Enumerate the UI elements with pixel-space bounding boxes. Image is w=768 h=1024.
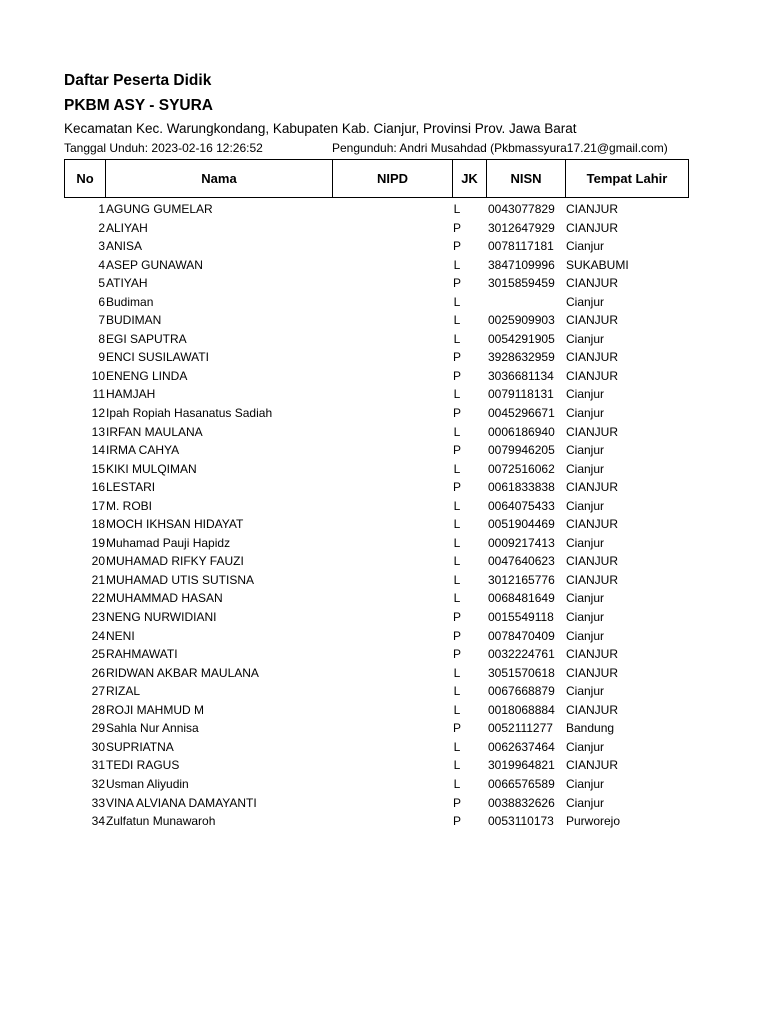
cell-tempat-lahir: Cianjur (566, 406, 605, 421)
cell-jk: L (453, 739, 461, 754)
cell-nama: MUHAMAD UTIS SUTISNA (106, 572, 255, 587)
cell-jk: L (453, 684, 461, 699)
table-row (64, 701, 704, 720)
table-row (64, 497, 704, 516)
cell-jk: L (453, 535, 461, 550)
cell-no: 25 (91, 647, 105, 662)
cell-nisn: 0079946205 (488, 443, 555, 458)
cell-tempat-lahir: Cianjur (566, 795, 605, 810)
cell-nama: SUPRIATNA (106, 739, 174, 754)
table-row (64, 367, 704, 386)
table-row (64, 330, 704, 349)
cell-nama: IRFAN MAULANA (106, 424, 203, 439)
cell-tempat-lahir: Purworejo (566, 814, 621, 829)
cell-no: 33 (91, 795, 105, 810)
cell-jk: P (452, 276, 461, 291)
cell-tempat-lahir: Cianjur (566, 739, 605, 754)
cell-no: 5 (98, 276, 105, 291)
cell-nama: Ipah Ropiah Hasanatus Sadiah (106, 406, 273, 421)
cell-no: 15 (91, 461, 105, 476)
col-header-nipd: NIPD (333, 160, 453, 198)
table-row (64, 274, 704, 293)
cell-tempat-lahir: Cianjur (566, 610, 605, 625)
cell-jk: P (452, 721, 461, 736)
table-row (64, 794, 704, 813)
cell-nama: KIKI MULQIMAN (106, 461, 197, 476)
table-row (64, 460, 704, 479)
cell-jk: P (452, 350, 461, 365)
cell-jk: L (453, 313, 461, 328)
table-row (64, 812, 704, 831)
cell-nisn: 0066576589 (488, 776, 555, 791)
cell-nama: RIZAL (106, 684, 141, 699)
cell-nisn: 3051570618 (488, 665, 555, 680)
cell-jk: P (452, 610, 461, 625)
cell-nisn: 0047640623 (488, 554, 555, 569)
cell-nama: RAHMAWATI (106, 647, 178, 662)
cell-jk: L (453, 202, 461, 216)
table-row (64, 608, 704, 627)
cell-jk: L (453, 591, 461, 606)
cell-tempat-lahir: SUKABUMI (566, 257, 629, 272)
table-row (64, 738, 704, 757)
cell-nisn: 3015859459 (488, 276, 555, 291)
table-row (64, 552, 704, 571)
cell-tempat-lahir: CIANJUR (566, 665, 619, 680)
table-header (64, 159, 689, 198)
table-row (64, 682, 704, 701)
cell-no: 30 (91, 739, 105, 754)
cell-tempat-lahir: Cianjur (566, 294, 605, 309)
cell-tempat-lahir: Cianjur (566, 776, 605, 791)
table-row (64, 423, 704, 442)
cell-nama: AGUNG GUMELAR (106, 202, 213, 216)
cell-tempat-lahir: CIANJUR (566, 424, 619, 439)
cell-jk: P (452, 239, 461, 254)
download-date: Tanggal Unduh: 2023-02-16 12:26:52 (64, 141, 263, 155)
table-row (64, 719, 704, 738)
cell-tempat-lahir: CIANJUR (566, 276, 619, 291)
cell-nama: RIDWAN AKBAR MAULANA (106, 665, 259, 680)
cell-nisn: 0032224761 (488, 647, 555, 662)
cell-nisn: 0078470409 (488, 628, 555, 643)
cell-nama: Usman Aliyudin (106, 776, 189, 791)
table-row (64, 664, 704, 683)
cell-nisn: 0079118131 (488, 387, 554, 402)
cell-jk: P (452, 220, 461, 235)
cell-tempat-lahir: Cianjur (566, 443, 605, 458)
cell-jk: L (453, 257, 461, 272)
cell-no: 6 (98, 294, 105, 309)
cell-nisn: 0061833838 (488, 480, 555, 495)
table-row (64, 404, 704, 423)
cell-jk: P (452, 795, 461, 810)
cell-no: 34 (91, 814, 105, 829)
cell-nisn: 3928632959 (488, 350, 555, 365)
cell-jk: L (453, 517, 461, 532)
col-header-jk: JK (453, 160, 487, 198)
cell-nama: HAMJAH (106, 387, 156, 402)
table-row (64, 589, 704, 608)
cell-nisn: 0072516062 (488, 461, 555, 476)
cell-no: 21 (91, 572, 105, 587)
cell-nama: ATIYAH (106, 276, 148, 291)
cell-nisn: 0053110173 (488, 814, 554, 829)
cell-tempat-lahir: Cianjur (566, 461, 605, 476)
cell-nama: MUHAMMAD HASAN (106, 591, 223, 606)
cell-no: 7 (98, 313, 105, 328)
cell-nama: ALIYAH (106, 220, 148, 235)
cell-nama: M. ROBI (106, 498, 153, 513)
cell-nama: ENCI SUSILAWATI (106, 350, 209, 365)
cell-no: 8 (98, 331, 105, 346)
cell-nisn: 0054291905 (488, 331, 555, 346)
table-row (64, 219, 704, 238)
cell-tempat-lahir: CIANJUR (566, 758, 619, 773)
cell-jk: L (453, 665, 461, 680)
cell-no: 16 (91, 480, 105, 495)
table-row (64, 293, 704, 312)
table-row (64, 627, 704, 646)
cell-jk: L (453, 331, 461, 346)
cell-no: 9 (98, 350, 105, 365)
cell-nisn: 0006186940 (488, 424, 555, 439)
cell-nisn: 0038832626 (488, 795, 555, 810)
col-header-nama: Nama (106, 160, 333, 198)
cell-nama: MOCH IKHSAN HIDAYAT (106, 517, 244, 532)
cell-nama: ROJI MAHMUD M (106, 702, 204, 717)
cell-nisn: 0015549118 (488, 610, 554, 625)
cell-no: 32 (91, 776, 105, 791)
cell-jk: L (453, 387, 461, 402)
col-header-nisn: NISN (487, 160, 566, 198)
cell-no: 12 (91, 406, 105, 421)
cell-nisn: 0051904469 (488, 517, 555, 532)
col-header-no: No (65, 160, 106, 198)
cell-jk: L (453, 702, 461, 717)
table-row (64, 756, 704, 775)
cell-nama: EGI SAPUTRA (106, 331, 187, 346)
cell-nama: Muhamad Pauji Hapidz (106, 535, 231, 550)
cell-tempat-lahir: CIANJUR (566, 313, 619, 328)
cell-tempat-lahir: Cianjur (566, 535, 605, 550)
cell-jk: P (452, 443, 461, 458)
cell-no: 2 (98, 220, 105, 235)
cell-jk: P (452, 480, 461, 495)
cell-tempat-lahir: CIANJUR (566, 220, 619, 235)
table-row (64, 775, 704, 794)
cell-nisn: 0009217413 (488, 535, 555, 550)
cell-jk: P (452, 814, 461, 829)
cell-no: 4 (98, 257, 105, 272)
location-line: Kecamatan Kec. Warungkondang, Kabupaten Kab. Cianjur, Provinsi Prov. Jawa Barat (64, 121, 577, 136)
table-row (64, 515, 704, 534)
cell-no: 17 (91, 498, 105, 513)
table-row (64, 256, 704, 275)
cell-no: 19 (91, 535, 105, 550)
cell-nama: BUDIMAN (106, 313, 162, 328)
cell-tempat-lahir: Cianjur (566, 387, 605, 402)
cell-nisn: 0052111277 (488, 721, 553, 736)
table-row (64, 311, 704, 330)
cell-nama: TEDI RAGUS (106, 758, 180, 773)
cell-nisn: 3012165776 (488, 572, 555, 587)
cell-nama: ENENG LINDA (106, 368, 188, 383)
cell-no: 26 (91, 665, 105, 680)
cell-no: 10 (91, 368, 105, 383)
cell-no: 14 (91, 443, 105, 458)
cell-nama: MUHAMAD RIFKY FAUZI (106, 554, 244, 569)
cell-nama: Sahla Nur Annisa (106, 721, 199, 736)
cell-no: 22 (91, 591, 105, 606)
uploader-info: Pengunduh: Andri Musahdad (Pkbmassyura17.21@gmail.com) (332, 141, 668, 155)
cell-tempat-lahir: CIANJUR (566, 702, 619, 717)
document-title: Daftar Peserta Didik (64, 72, 212, 89)
cell-nama: ASEP GUNAWAN (106, 257, 203, 272)
cell-jk: L (453, 498, 461, 513)
cell-nisn: 0068481649 (488, 591, 555, 606)
cell-nama: VINA ALVIANA DAMAYANTI (106, 795, 257, 810)
cell-no: 3 (98, 239, 105, 254)
cell-tempat-lahir: CIANJUR (566, 554, 619, 569)
cell-jk: L (453, 554, 461, 569)
table-row (64, 200, 704, 219)
cell-nama: NENI (106, 628, 135, 643)
cell-no: 31 (91, 758, 105, 773)
cell-no: 18 (91, 517, 105, 532)
cell-jk: L (453, 461, 461, 476)
cell-no: 28 (91, 702, 105, 717)
cell-tempat-lahir: CIANJUR (566, 202, 619, 216)
cell-nama: Budiman (106, 294, 154, 309)
cell-no: 11 (92, 387, 105, 402)
table-row (64, 237, 704, 256)
table-row (64, 385, 704, 404)
cell-jk: L (453, 572, 461, 587)
cell-jk: L (453, 758, 461, 773)
cell-jk: P (452, 368, 461, 383)
table-row (64, 534, 704, 553)
cell-no: 13 (91, 424, 105, 439)
student-list (64, 200, 704, 831)
cell-jk: L (453, 776, 461, 791)
cell-tempat-lahir: Cianjur (566, 239, 605, 254)
cell-jk: P (452, 628, 461, 643)
cell-no: 23 (91, 610, 105, 625)
cell-nama: Zulfatun Munawaroh (106, 814, 216, 829)
table-row (64, 441, 704, 460)
table-row (64, 571, 704, 590)
table-row (64, 478, 704, 497)
cell-nama: LESTARI (106, 480, 156, 495)
cell-tempat-lahir: Cianjur (566, 684, 605, 699)
cell-nisn: 0045296671 (488, 406, 555, 421)
col-header-tempat-lahir: Tempat Lahir (566, 160, 689, 198)
cell-nama: ANISA (106, 239, 143, 254)
cell-tempat-lahir: Cianjur (566, 331, 605, 346)
cell-nisn: 0064075433 (488, 498, 555, 513)
cell-tempat-lahir: Cianjur (566, 628, 605, 643)
cell-tempat-lahir: Bandung (566, 721, 615, 736)
table-row (64, 348, 704, 367)
cell-nisn: 0018068884 (488, 702, 555, 717)
cell-nisn: 3847109996 (488, 257, 555, 272)
cell-jk: P (452, 647, 461, 662)
cell-no: 20 (91, 554, 105, 569)
cell-tempat-lahir: Cianjur (566, 591, 605, 606)
cell-nisn: 3012647929 (488, 220, 555, 235)
school-name: PKBM ASY - SYURA (64, 97, 213, 114)
cell-jk: L (453, 424, 461, 439)
cell-nisn: 3019964821 (488, 758, 555, 773)
cell-tempat-lahir: CIANJUR (566, 517, 619, 532)
cell-tempat-lahir: CIANJUR (566, 572, 619, 587)
cell-nisn: 0025909903 (488, 313, 555, 328)
table-row (64, 645, 704, 664)
cell-nama: IRMA CAHYA (106, 443, 180, 458)
cell-jk: P (452, 406, 461, 421)
cell-nama: NENG NURWIDIANI (106, 610, 217, 625)
cell-no: 27 (91, 684, 105, 699)
cell-nisn: 0043077829 (488, 202, 555, 216)
cell-jk: L (453, 294, 461, 309)
cell-no: 29 (91, 721, 105, 736)
cell-tempat-lahir: CIANJUR (566, 480, 619, 495)
cell-tempat-lahir: CIANJUR (566, 647, 619, 662)
cell-nisn: 0067668879 (488, 684, 555, 699)
cell-nisn: 0062637464 (488, 739, 555, 754)
cell-nisn: 0078117181 (488, 239, 554, 254)
cell-no: 24 (91, 628, 105, 643)
cell-tempat-lahir: Cianjur (566, 498, 605, 513)
cell-nisn: 3036681134 (488, 368, 554, 383)
cell-tempat-lahir: CIANJUR (566, 350, 619, 365)
cell-tempat-lahir: CIANJUR (566, 368, 619, 383)
meta-line (64, 141, 704, 157)
cell-no: 1 (98, 202, 105, 216)
